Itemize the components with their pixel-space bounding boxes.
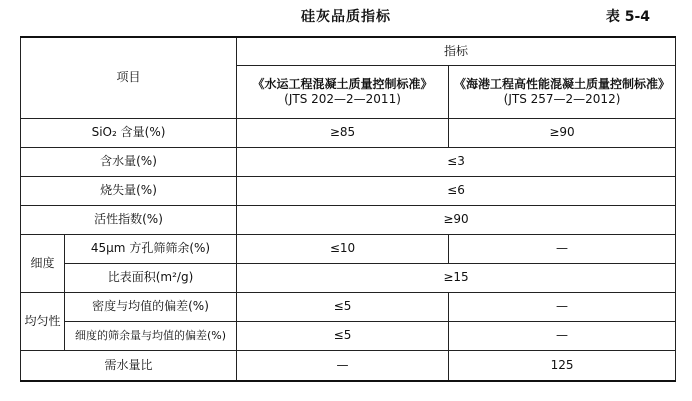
cell-value: — bbox=[449, 292, 676, 321]
cell-value: — bbox=[449, 234, 676, 263]
row-label: 细度的筛余量与均值的偏差(%) bbox=[65, 321, 237, 350]
quality-indicator-table bbox=[20, 36, 676, 382]
table-row bbox=[21, 263, 676, 292]
cell-value: — bbox=[449, 321, 676, 350]
standard-2-name: 《海港工程高性能混凝土质量控制标准》 bbox=[454, 76, 671, 91]
table-row bbox=[21, 205, 676, 234]
header-standard-2 bbox=[449, 65, 676, 118]
table-row bbox=[21, 350, 676, 381]
row-label: SiO₂ 含量(%) bbox=[21, 118, 237, 147]
table-row bbox=[21, 176, 676, 205]
row-label: 活性指数(%) bbox=[21, 205, 237, 234]
standard-1-name: 《水运工程混凝土质量控制标准》 bbox=[252, 76, 433, 91]
header-standard-1 bbox=[237, 65, 449, 118]
row-label: 需水量比 bbox=[21, 350, 237, 381]
cell-value: ≥85 bbox=[237, 118, 449, 147]
table-row bbox=[21, 292, 676, 321]
cell-value: ≥90 bbox=[237, 205, 676, 234]
cell-value: ≥15 bbox=[237, 263, 676, 292]
row-label: 比表面积(m²/g) bbox=[65, 263, 237, 292]
cell-value: ≤6 bbox=[237, 176, 676, 205]
table-number: 表 5-4 bbox=[605, 9, 650, 25]
table-row bbox=[21, 321, 676, 350]
row-label: 密度与均值的偏差(%) bbox=[65, 292, 237, 321]
cell-value: ≤3 bbox=[237, 147, 676, 176]
cell-value: 125 bbox=[449, 350, 676, 381]
header-item: 项目 bbox=[21, 37, 237, 118]
row-label: 45μm 方孔筛筛余(%) bbox=[65, 234, 237, 263]
group-fineness: 细度 bbox=[21, 234, 65, 292]
table-row bbox=[21, 147, 676, 176]
cell-value: ≤10 bbox=[237, 234, 449, 263]
table-title: 硅灰品质指标 bbox=[301, 9, 391, 25]
standard-2-code: (JTS 257—2—2012) bbox=[503, 91, 621, 106]
header-indicator: 指标 bbox=[237, 37, 676, 65]
table-row bbox=[21, 234, 676, 263]
cell-value: — bbox=[237, 350, 449, 381]
standard-1-code: (JTS 202—2—2011) bbox=[284, 91, 401, 106]
cell-value: ≤5 bbox=[237, 321, 449, 350]
row-label: 含水量(%) bbox=[21, 147, 237, 176]
row-label: 烧失量(%) bbox=[21, 176, 237, 205]
cell-value: ≥90 bbox=[449, 118, 676, 147]
cell-value: ≤5 bbox=[237, 292, 449, 321]
table-row bbox=[21, 118, 676, 147]
group-uniformity: 均匀性 bbox=[21, 292, 65, 350]
